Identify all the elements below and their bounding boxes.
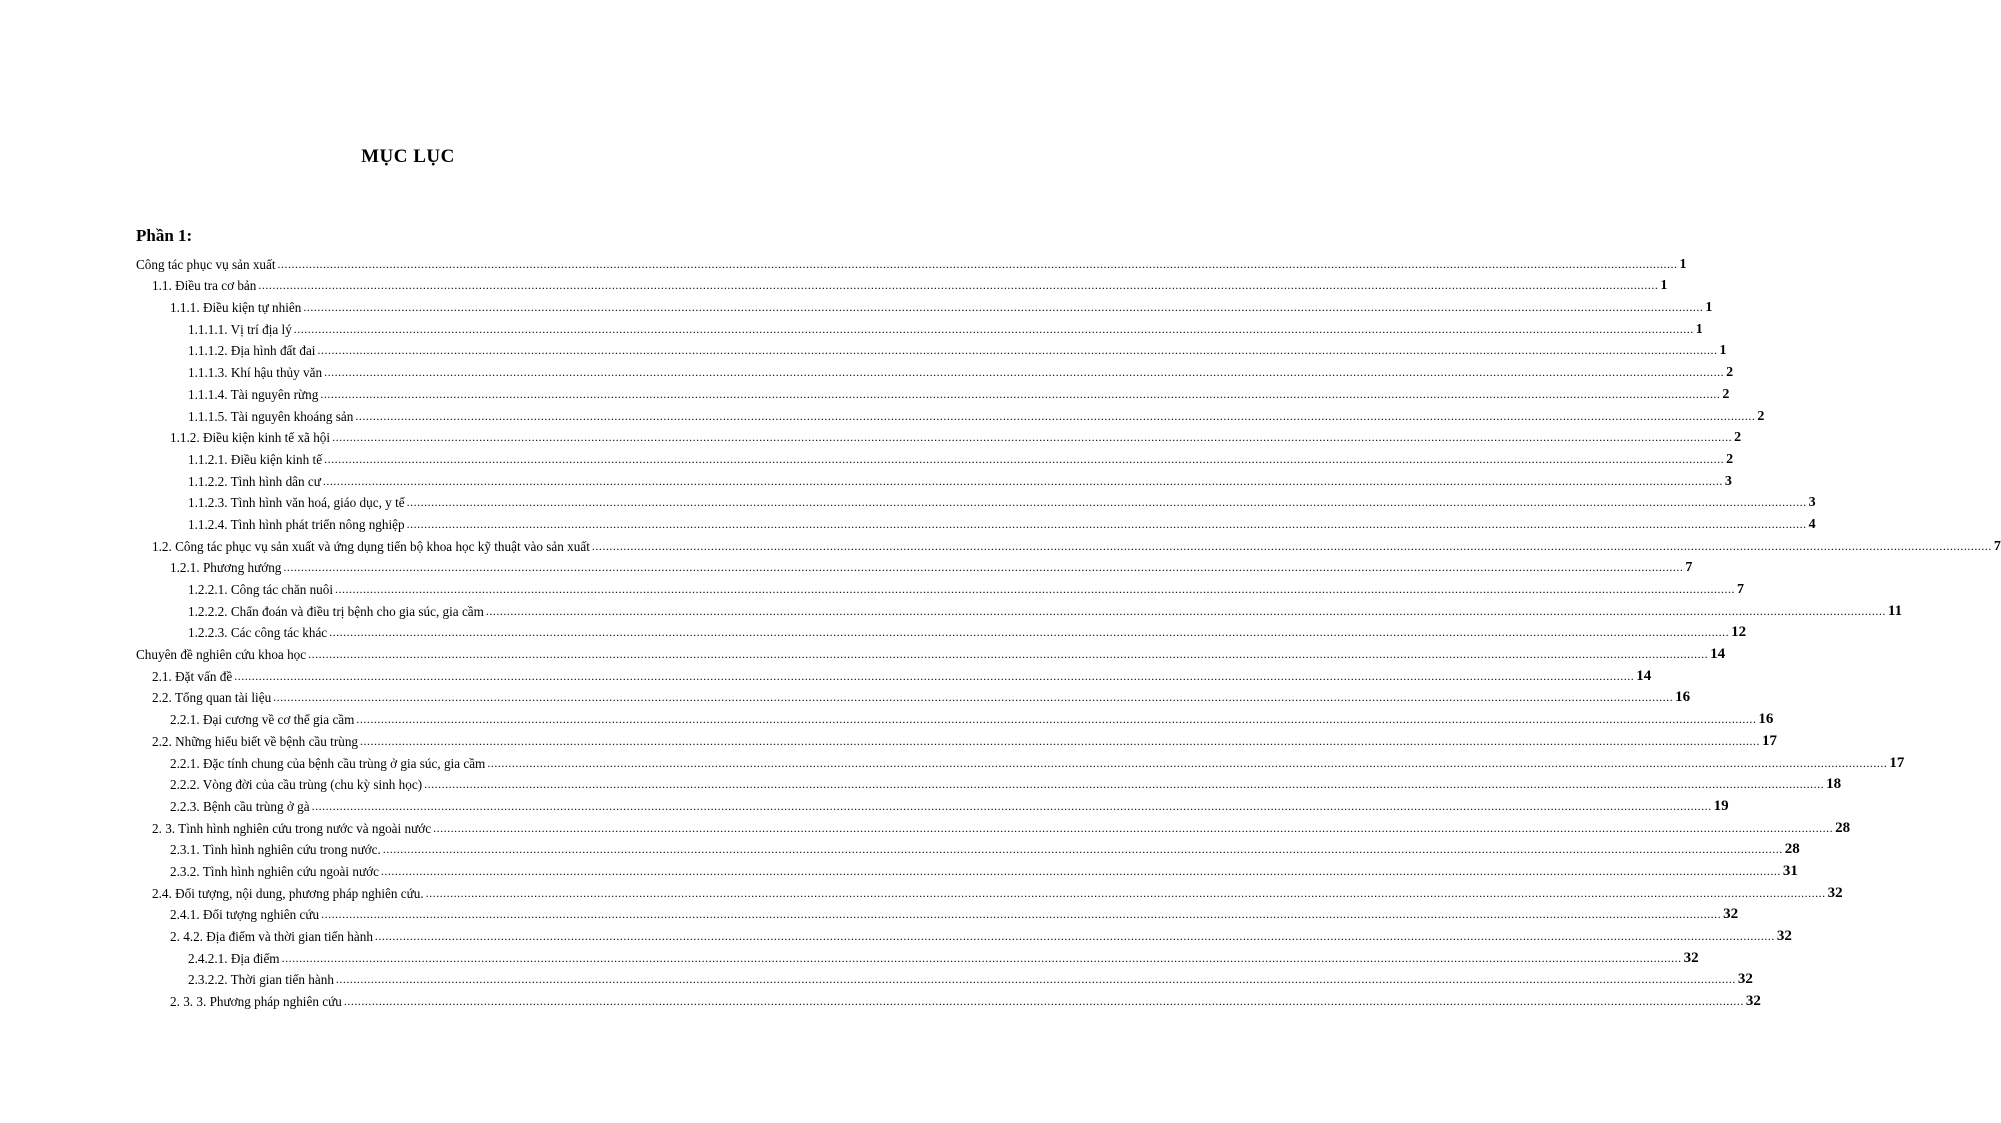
- toc-dot-leader: ................................................................................................................................................................................................................................................................................................................................................................................................................: [591, 538, 1992, 553]
- toc-entry-page: 12: [1731, 624, 1747, 641]
- toc-entry-label: 1.1.1.4. Tài nguyên rừng: [188, 386, 319, 402]
- toc-entry: [136, 640, 1726, 663]
- toc-entry-page: 16: [1675, 689, 1691, 706]
- toc-entry: [136, 705, 1774, 728]
- toc-entry-label: 2.1. Đặt vấn đề: [152, 668, 233, 684]
- toc-entry-page: 28: [1835, 819, 1851, 836]
- toc-dot-leader: ................................................................................................................................................................................................................................................................................................................................................................................................................: [382, 842, 1783, 857]
- toc-entry: [136, 749, 1905, 771]
- toc-entry-page: 32: [1683, 949, 1699, 966]
- toc-entry: [136, 662, 1652, 684]
- toc-entry-label: 2.2.1. Đại cương về cơ thể gia cầm: [170, 712, 355, 728]
- toc-entry-page: 2: [1734, 430, 1742, 446]
- toc-entry-label: 2.2.1. Đặc tính chung của bệnh cầu trùng ở gia súc, gia cầm: [170, 755, 486, 771]
- toc-entry-page: 4: [1808, 516, 1816, 532]
- toc-entry-page: 7: [1737, 582, 1745, 597]
- toc-dot-leader: ................................................................................................................................................................................................................................................................................................................................................................................................................: [335, 582, 1736, 596]
- toc-dot-leader: ................................................................................................................................................................................................................................................................................................................................................................................................................: [355, 408, 1756, 423]
- toc-dot-leader: ................................................................................................................................................................................................................................................................................................................................................................................................................: [322, 473, 1723, 488]
- toc-entry-page: 32: [1737, 971, 1753, 988]
- toc-entry-label: 2.3.2. Tình hình nghiên cứu ngoài nước: [170, 863, 379, 879]
- toc-dot-leader: ................................................................................................................................................................................................................................................................................................................................................................................................................: [433, 820, 1834, 835]
- toc-entry-label: 1.1.2.2. Tình hình dân cư: [188, 473, 321, 489]
- toc-entry-label: 1.1. Điều tra cơ bản: [152, 278, 257, 294]
- toc-entry-page: 17: [1889, 754, 1905, 771]
- toc-entry: [136, 684, 1691, 706]
- toc-entry: [136, 857, 1798, 879]
- toc-dot-leader: ................................................................................................................................................................................................................................................................................................................................................................................................................: [308, 647, 1709, 662]
- table-of-contents: [136, 250, 2001, 1010]
- toc-entry-label: 2. 4.2. Địa điểm và thời gian tiến hành: [170, 929, 373, 944]
- toc-dot-leader: ................................................................................................................................................................................................................................................................................................................................................................................................................: [234, 668, 1635, 683]
- toc-entry-page: 3: [1808, 495, 1816, 511]
- page-title: MỤC LỤC: [361, 146, 455, 167]
- toc-entry-label: 2.4.2.1. Địa điểm: [188, 950, 280, 966]
- toc-entry-label: 2.2.3. Bệnh cầu trùng ở gà: [170, 798, 310, 814]
- toc-entry-label: 1.1.2.1. Điều kiện kinh tế: [188, 451, 323, 467]
- toc-entry-page: 1: [1660, 278, 1668, 294]
- toc-dot-leader: ................................................................................................................................................................................................................................................................................................................................................................................................................: [425, 885, 1826, 900]
- toc-dot-leader: ................................................................................................................................................................................................................................................................................................................................................................................................................: [406, 516, 1807, 531]
- toc-entry-page: 2: [1726, 365, 1734, 381]
- toc-entry: [136, 532, 2001, 554]
- toc-entry-page: 2: [1726, 451, 1734, 467]
- toc-dot-leader: ................................................................................................................................................................................................................................................................................................................................................................................................................: [303, 300, 1704, 315]
- toc-entry-label: 2.3.1. Tình hình nghiên cứu trong nước.: [170, 842, 381, 858]
- toc-entry: [136, 987, 1761, 1010]
- toc-dot-leader: ................................................................................................................................................................................................................................................................................................................................................................................................................: [360, 733, 1761, 748]
- toc-entry: [136, 272, 1668, 294]
- toc-entry: [136, 445, 1734, 467]
- toc-dot-leader: ................................................................................................................................................................................................................................................................................................................................................................................................................: [487, 755, 1888, 770]
- toc-dot-leader: ................................................................................................................................................................................................................................................................................................................................................................................................................: [485, 603, 1886, 618]
- toc-entry-page: 19: [1713, 797, 1729, 814]
- toc-dot-leader: ................................................................................................................................................................................................................................................................................................................................................................................................................: [406, 495, 1807, 510]
- toc-dot-leader: ................................................................................................................................................................................................................................................................................................................................................................................................................: [281, 950, 1682, 965]
- toc-entry: [136, 489, 1816, 511]
- toc-entry-page: 7: [1685, 560, 1693, 576]
- toc-entry-page: 1: [1695, 321, 1703, 337]
- toc-entry-page: 32: [1827, 884, 1843, 901]
- toc-dot-leader: ................................................................................................................................................................................................................................................................................................................................................................................................................: [329, 625, 1730, 640]
- toc-dot-leader: ................................................................................................................................................................................................................................................................................................................................................................................................................: [335, 972, 1736, 987]
- toc-entry-label: 2.2. Tổng quan tài liệu: [152, 690, 272, 706]
- toc-dot-leader: ................................................................................................................................................................................................................................................................................................................................................................................................................: [324, 451, 1725, 466]
- toc-entry-label: 2.4. Đối tượng, nội dung, phương pháp nghiên cứu.: [152, 885, 424, 901]
- toc-entry-label: 2.3.2.2. Thời gian tiến hành: [188, 972, 334, 988]
- toc-entry-label: 1.1.1.2. Địa hình đất đai: [188, 343, 316, 359]
- toc-entry-label: 1.1.1.1. Vị trí địa lý: [188, 321, 292, 337]
- toc-dot-leader: ................................................................................................................................................................................................................................................................................................................................................................................................................: [356, 712, 1757, 727]
- toc-entry: [136, 836, 1800, 858]
- toc-entry: [136, 424, 1742, 446]
- toc-entry: [136, 510, 1816, 532]
- toc-entry-label: 1.2.2.2. Chẩn đoán và điều trị bệnh cho gia súc, gia cầm: [188, 603, 484, 619]
- toc-entry-label: 2. 3. Tình hình nghiên cứu trong nước và ngoài nước: [152, 820, 432, 836]
- toc-entry-label: 1.1.2.4. Tình hình phát triển nông nghiệp: [188, 516, 405, 532]
- toc-entry-label: 1.1.1.5. Tài nguyên khoáng sản: [188, 408, 354, 424]
- toc-entry-page: 16: [1758, 711, 1774, 728]
- toc-entry: [136, 293, 1713, 316]
- toc-entry-page: 1: [1705, 300, 1713, 316]
- toc-dot-leader: ................................................................................................................................................................................................................................................................................................................................................................................................................: [293, 321, 1694, 336]
- toc-dot-leader: ................................................................................................................................................................................................................................................................................................................................................................................................................: [324, 365, 1725, 380]
- toc-dot-leader: ................................................................................................................................................................................................................................................................................................................................................................................................................: [424, 777, 1825, 792]
- toc-dot-leader: ................................................................................................................................................................................................................................................................................................................................................................................................................: [332, 430, 1733, 445]
- toc-entry: [136, 402, 1765, 424]
- toc-entry: [136, 727, 1778, 749]
- toc-entry-label: Công tác phục vụ sản xuất: [136, 256, 276, 272]
- toc-dot-leader: ................................................................................................................................................................................................................................................................................................................................................................................................................: [258, 278, 1659, 293]
- toc-entry-label: 1.2.2.3. Các công tác khác: [188, 625, 328, 641]
- toc-entry-page: 31: [1782, 862, 1798, 879]
- toc-entry-label: 1.1.1.3. Khí hậu thủy văn: [188, 365, 323, 381]
- toc-entry: [136, 879, 1843, 901]
- part-heading: Phần 1:: [136, 226, 193, 245]
- toc-entry-page: 14: [1710, 646, 1726, 663]
- toc-entry: [136, 554, 1693, 576]
- toc-entry: [136, 944, 1699, 966]
- toc-entry-page: 11: [1887, 602, 1903, 619]
- toc-entry-label: 2.4.1. Đối tượng nghiên cứu: [170, 907, 320, 923]
- toc-entry-page: 1: [1719, 343, 1727, 359]
- toc-dot-leader: ................................................................................................................................................................................................................................................................................................................................................................................................................: [273, 690, 1674, 705]
- toc-entry: [136, 771, 1842, 793]
- toc-entry: [136, 315, 1703, 337]
- toc-entry-label: 2.2.2. Vòng đời của cầu trùng (chu kỳ sinh học): [170, 777, 423, 793]
- toc-entry-label: 1.1.1. Điều kiện tự nhiên: [170, 300, 302, 316]
- toc-entry-page: 32: [1776, 928, 1792, 944]
- toc-dot-leader: ................................................................................................................................................................................................................................................................................................................................................................................................................: [321, 907, 1722, 922]
- toc-entry: [136, 966, 1753, 988]
- toc-dot-leader: ................................................................................................................................................................................................................................................................................................................................................................................................................: [311, 798, 1712, 813]
- toc-dot-leader: ................................................................................................................................................................................................................................................................................................................................................................................................................: [277, 256, 1678, 271]
- toc-dot-leader: ................................................................................................................................................................................................................................................................................................................................................................................................................: [317, 343, 1718, 358]
- toc-entry-page: 2: [1722, 386, 1730, 402]
- toc-entry-page: 28: [1784, 841, 1800, 858]
- toc-entry: [136, 250, 1687, 272]
- toc-entry: [136, 792, 1729, 814]
- toc-entry-page: 18: [1826, 776, 1842, 793]
- toc-dot-leader: ................................................................................................................................................................................................................................................................................................................................................................................................................: [380, 863, 1781, 878]
- toc-entry-label: 1.2.1. Phương hướng: [170, 560, 282, 576]
- toc-dot-leader: ................................................................................................................................................................................................................................................................................................................................................................................................................: [343, 994, 1744, 1009]
- toc-entry-page: 32: [1723, 906, 1739, 923]
- toc-dot-leader: ................................................................................................................................................................................................................................................................................................................................................................................................................: [320, 386, 1721, 401]
- toc-entry-label: 1.1.2.3. Tình hình văn hoá, giáo dục, y tế: [188, 495, 405, 511]
- toc-entry-page: 32: [1745, 993, 1761, 1010]
- toc-entry-page: 17: [1762, 732, 1778, 749]
- toc-entry-page: 7: [1993, 538, 2001, 554]
- toc-entry: [136, 814, 1851, 836]
- toc-entry: [136, 901, 1739, 923]
- toc-entry-label: 2.2. Những hiểu biết về bệnh cầu trùng: [152, 733, 359, 749]
- toc-entry: [136, 619, 1747, 641]
- toc-entry-page: 1: [1679, 256, 1687, 272]
- toc-entry-label: 1.2.2.1. Công tác chăn nuôi: [188, 582, 334, 597]
- toc-entry: [136, 337, 1727, 359]
- toc-entry-label: Chuyên đề nghiên cứu khoa học: [136, 647, 307, 663]
- toc-entry: [136, 922, 1792, 944]
- toc-entry: [136, 575, 1745, 597]
- toc-dot-leader: ................................................................................................................................................................................................................................................................................................................................................................................................................: [283, 560, 1684, 575]
- toc-entry-label: 1.1.2. Điều kiện kinh tế xã hội: [170, 430, 331, 446]
- toc-entry-label: 1.2. Công tác phục vụ sản xuất và ứng dụng tiến bộ khoa học kỹ thuật vào sản xuất: [152, 538, 590, 554]
- toc-entry: [136, 467, 1732, 489]
- toc-dot-leader: ................................................................................................................................................................................................................................................................................................................................................................................................................: [374, 929, 1775, 943]
- toc-entry-label: 2. 3. 3. Phương pháp nghiên cứu: [170, 994, 342, 1010]
- toc-entry: [136, 597, 1903, 619]
- toc-entry-page: 14: [1636, 667, 1652, 684]
- toc-entry-page: 2: [1757, 408, 1765, 424]
- toc-entry: [136, 380, 1730, 402]
- toc-entry: [136, 358, 1734, 381]
- toc-entry-page: 3: [1724, 473, 1732, 489]
